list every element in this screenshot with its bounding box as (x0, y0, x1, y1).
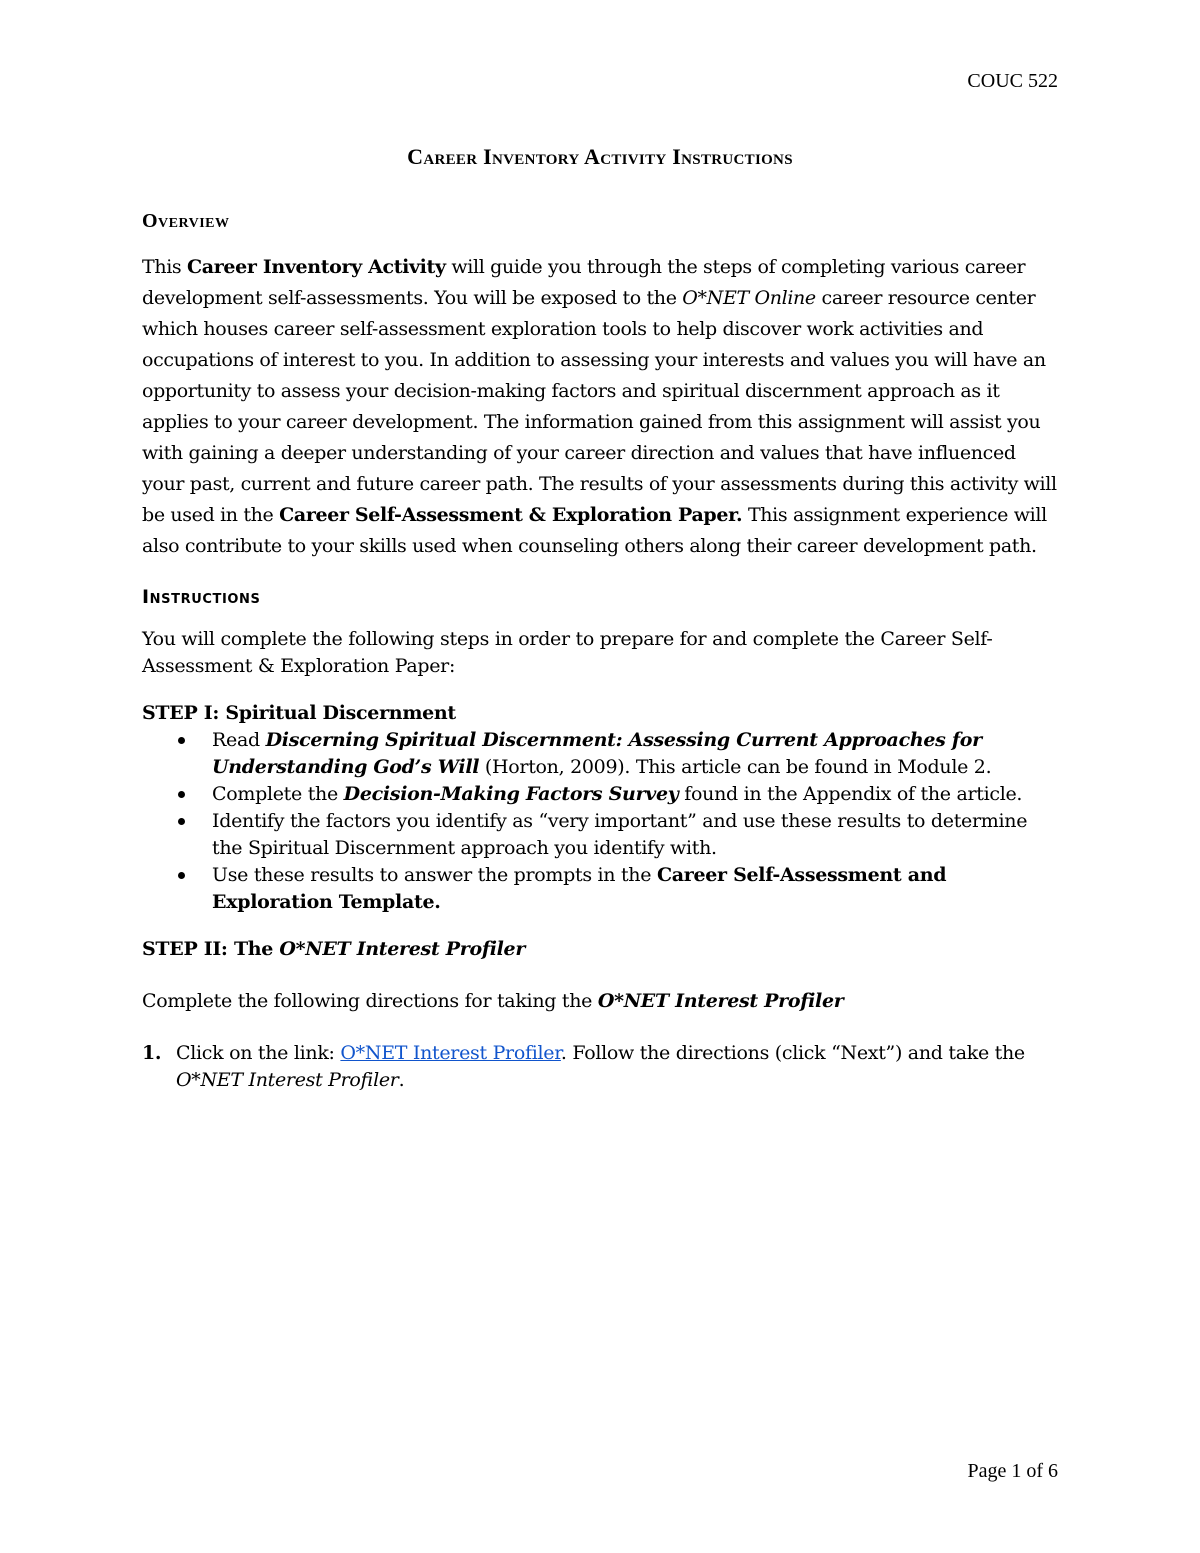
document-body (142, 208, 1062, 1094)
bullet-icon (178, 818, 185, 825)
step-2-heading (142, 936, 1062, 963)
numbered-item-1 (142, 1040, 1062, 1094)
item-text: Click on the link: (176, 1042, 341, 1064)
instructions-intro: You will complete the following steps in order to prepare for and complete the Career Self-Assessment & Exploration Paper: (142, 628, 993, 677)
interest-profiler-italic: O*NET Interest Profiler (176, 1069, 399, 1091)
document-title: Career Inventory Activity Instructions (407, 144, 793, 169)
overview-text-1: This (142, 256, 188, 278)
overview-text-4: This assignment experience will also contribute to your skills used when counseling others along their career development path. (142, 504, 1047, 557)
item-number: 1. (142, 1042, 162, 1064)
item-text: . (398, 1069, 405, 1091)
list-text: Read (212, 729, 266, 751)
list-item (142, 862, 1062, 916)
list-item (142, 781, 1062, 808)
article-title: Discerning Spiritual Discernment: Assessing Current Approaches for Understanding God’s Will (212, 729, 982, 778)
overview-paragraph (142, 252, 1062, 562)
bullet-icon (178, 791, 185, 798)
exploration-paper-bold: Career Self-Assessment & Exploration Paper. (279, 504, 743, 526)
list-text: (Horton, 2009). This article can be found in Module 2. (479, 756, 992, 778)
instructions-heading: Instructions (142, 586, 261, 608)
overview-text-3: career resource center which houses career self-assessment exploration tools to help discover work activities and occupations of interest to you. In addition to assessing your interests and values you will have an opportunity to assess your decision-making factors and spiritual discernment approach as it applies to your career development. The information gained from this assignment will assist you with gaining a deeper understanding of your career direction and values that have influenced your past, current and future career path. The results of your assessments during this activity will be used in the (142, 287, 1057, 526)
step-2-heading-text: STEP II: The (142, 938, 280, 960)
list-item (142, 727, 1062, 781)
list-text: Complete the (212, 783, 344, 805)
survey-title: Decision-Making Factors Survey (343, 783, 679, 805)
overview-heading: Overview (142, 210, 230, 232)
page-number: Page 1 of 6 (967, 1460, 1058, 1482)
list-text: Identify the factors you identify as “very important” and use these results to determine the Spiritual Discernment approach you identify with. (212, 810, 1028, 859)
career-inventory-activity-bold: Career Inventory Activity (187, 256, 446, 278)
list-text: found in the Appendix of the article. (678, 783, 1023, 805)
interest-profiler-italic: O*NET Interest Profiler (279, 938, 526, 960)
onet-interest-profiler-link[interactable]: O*NET Interest Profiler (340, 1042, 561, 1064)
course-code-header: COUC 522 (967, 70, 1058, 92)
overview-text-2: will guide you through the steps of completing various career development self-assessments. You will be exposed to the (142, 256, 1026, 309)
item-text: . Follow the directions (click “Next”) and take the (560, 1042, 1025, 1064)
template-title: Career Self-Assessment and Exploration Template. (212, 864, 947, 913)
step-1-heading: STEP I: Spiritual Discernment (142, 702, 456, 724)
onet-online-italic: O*NET Online (682, 287, 816, 309)
step-2-directions (142, 988, 1062, 1015)
interest-profiler-bold-italic: O*NET Interest Profiler (597, 990, 844, 1012)
bullet-icon (178, 872, 185, 879)
list-text: Use these results to answer the prompts in the (212, 864, 657, 886)
list-item (142, 808, 1062, 862)
bullet-icon (178, 737, 185, 744)
step-1-list (142, 727, 1062, 916)
directions-text: Complete the following directions for taking the (142, 990, 598, 1012)
